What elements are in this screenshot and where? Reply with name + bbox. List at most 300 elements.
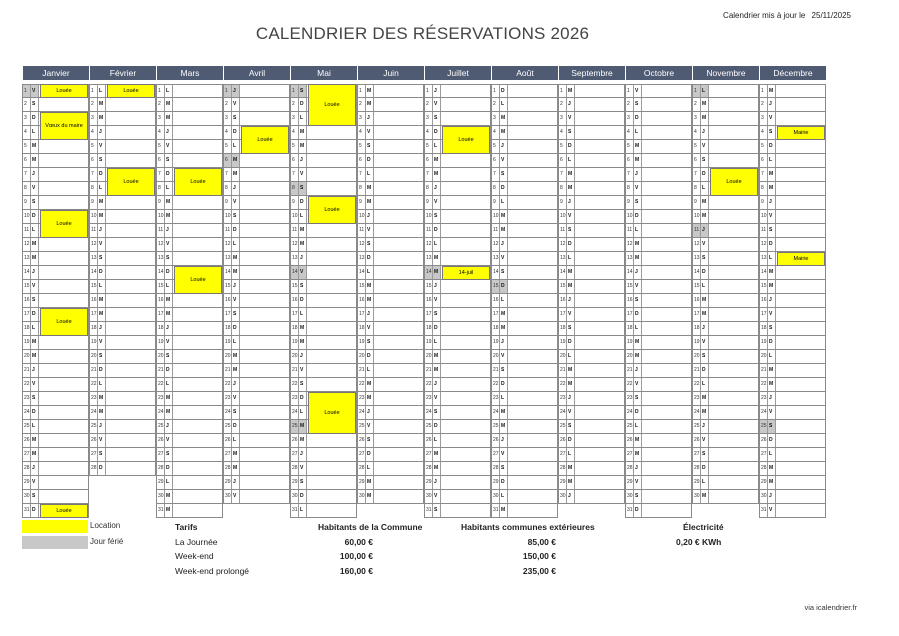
day-cell[interactable]: [692, 420, 759, 434]
day-cell[interactable]: [357, 308, 424, 322]
day-cell[interactable]: [692, 294, 759, 308]
day-cell[interactable]: [357, 364, 424, 378]
day-cell[interactable]: [290, 238, 357, 252]
day-cell[interactable]: [290, 294, 357, 308]
day-cell[interactable]: [156, 196, 223, 210]
day-cell[interactable]: [692, 462, 759, 476]
day-cell[interactable]: [156, 504, 223, 518]
day-cell[interactable]: [759, 154, 826, 168]
reservation-label[interactable]: Louée: [40, 308, 88, 336]
day-cell[interactable]: [357, 210, 424, 224]
day-cell[interactable]: [223, 280, 290, 294]
day-cell[interactable]: [692, 406, 759, 420]
day-cell[interactable]: [357, 252, 424, 266]
day-cell[interactable]: [22, 196, 89, 210]
day-cell[interactable]: [89, 140, 156, 154]
day-cell[interactable]: [223, 406, 290, 420]
day-cell[interactable]: [625, 434, 692, 448]
day-cell[interactable]: [290, 252, 357, 266]
day-cell[interactable]: [223, 98, 290, 112]
day-cell[interactable]: [625, 336, 692, 350]
day-cell[interactable]: [491, 504, 558, 518]
day-cell[interactable]: [156, 238, 223, 252]
day-cell[interactable]: [759, 84, 826, 98]
day-cell[interactable]: [357, 322, 424, 336]
day-cell[interactable]: [424, 112, 491, 126]
day-cell[interactable]: [156, 140, 223, 154]
day-cell[interactable]: [357, 98, 424, 112]
day-cell[interactable]: [290, 322, 357, 336]
day-cell[interactable]: [692, 154, 759, 168]
day-cell[interactable]: [759, 322, 826, 336]
day-cell[interactable]: [558, 308, 625, 322]
day-cell[interactable]: [156, 126, 223, 140]
day-cell[interactable]: [625, 196, 692, 210]
day-cell[interactable]: [290, 140, 357, 154]
day-cell[interactable]: [491, 462, 558, 476]
day-cell[interactable]: [625, 224, 692, 238]
day-cell[interactable]: [290, 280, 357, 294]
reservation-label[interactable]: Louée: [40, 210, 88, 238]
reservation-label[interactable]: Louée: [308, 84, 356, 126]
day-cell[interactable]: [156, 462, 223, 476]
day-cell[interactable]: [357, 378, 424, 392]
day-cell[interactable]: [156, 112, 223, 126]
day-cell[interactable]: [424, 462, 491, 476]
day-cell[interactable]: [290, 168, 357, 182]
day-cell[interactable]: [692, 112, 759, 126]
day-cell[interactable]: [424, 392, 491, 406]
day-cell[interactable]: [357, 448, 424, 462]
day-cell[interactable]: [759, 182, 826, 196]
day-cell[interactable]: [558, 406, 625, 420]
day-cell[interactable]: [424, 378, 491, 392]
day-cell[interactable]: [491, 364, 558, 378]
day-cell[interactable]: [491, 420, 558, 434]
day-cell[interactable]: [692, 210, 759, 224]
day-cell[interactable]: [759, 378, 826, 392]
day-cell[interactable]: [223, 154, 290, 168]
day-cell[interactable]: [424, 196, 491, 210]
day-cell[interactable]: [156, 476, 223, 490]
day-cell[interactable]: [692, 350, 759, 364]
day-cell[interactable]: [357, 140, 424, 154]
day-cell[interactable]: [625, 266, 692, 280]
day-cell[interactable]: [223, 224, 290, 238]
day-cell[interactable]: [625, 322, 692, 336]
day-cell[interactable]: [692, 336, 759, 350]
day-cell[interactable]: [22, 392, 89, 406]
day-cell[interactable]: [156, 378, 223, 392]
day-cell[interactable]: [290, 224, 357, 238]
day-cell[interactable]: [558, 266, 625, 280]
day-cell[interactable]: [759, 280, 826, 294]
day-cell[interactable]: [625, 168, 692, 182]
day-cell[interactable]: [223, 112, 290, 126]
day-cell[interactable]: [290, 182, 357, 196]
day-cell[interactable]: [625, 252, 692, 266]
day-cell[interactable]: [491, 490, 558, 504]
day-cell[interactable]: [491, 378, 558, 392]
day-cell[interactable]: [22, 350, 89, 364]
day-cell[interactable]: [156, 420, 223, 434]
day-cell[interactable]: [290, 308, 357, 322]
day-cell[interactable]: [424, 238, 491, 252]
day-cell[interactable]: [424, 168, 491, 182]
day-cell[interactable]: [290, 126, 357, 140]
day-cell[interactable]: [223, 476, 290, 490]
day-cell[interactable]: [89, 350, 156, 364]
day-cell[interactable]: [558, 350, 625, 364]
day-cell[interactable]: [290, 490, 357, 504]
day-cell[interactable]: [22, 140, 89, 154]
day-cell[interactable]: [759, 364, 826, 378]
day-cell[interactable]: [89, 98, 156, 112]
day-cell[interactable]: [156, 350, 223, 364]
day-cell[interactable]: [759, 98, 826, 112]
day-cell[interactable]: [89, 308, 156, 322]
day-cell[interactable]: [290, 266, 357, 280]
day-cell[interactable]: [625, 84, 692, 98]
day-cell[interactable]: [89, 448, 156, 462]
day-cell[interactable]: [290, 448, 357, 462]
day-cell[interactable]: [692, 490, 759, 504]
day-cell[interactable]: [357, 434, 424, 448]
day-cell[interactable]: [156, 308, 223, 322]
day-cell[interactable]: [223, 196, 290, 210]
day-cell[interactable]: [22, 280, 89, 294]
day-cell[interactable]: [357, 238, 424, 252]
day-cell[interactable]: [22, 266, 89, 280]
day-cell[interactable]: [89, 420, 156, 434]
day-cell[interactable]: [290, 154, 357, 168]
day-cell[interactable]: [290, 476, 357, 490]
day-cell[interactable]: [424, 252, 491, 266]
day-cell[interactable]: [22, 378, 89, 392]
day-cell[interactable]: [491, 154, 558, 168]
day-cell[interactable]: [558, 336, 625, 350]
day-cell[interactable]: [759, 434, 826, 448]
reservation-label[interactable]: Louée: [107, 168, 155, 196]
day-cell[interactable]: [156, 210, 223, 224]
reservation-label[interactable]: Louée: [107, 84, 155, 98]
day-cell[interactable]: [223, 350, 290, 364]
day-cell[interactable]: [759, 294, 826, 308]
day-cell[interactable]: [491, 84, 558, 98]
day-cell[interactable]: [491, 210, 558, 224]
day-cell[interactable]: [558, 420, 625, 434]
day-cell[interactable]: [558, 448, 625, 462]
day-cell[interactable]: [89, 210, 156, 224]
day-cell[interactable]: [625, 182, 692, 196]
day-cell[interactable]: [692, 238, 759, 252]
day-cell[interactable]: [759, 448, 826, 462]
day-cell[interactable]: [357, 294, 424, 308]
day-cell[interactable]: [692, 98, 759, 112]
day-cell[interactable]: [223, 434, 290, 448]
day-cell[interactable]: [558, 210, 625, 224]
reservation-label[interactable]: Louée: [442, 126, 490, 154]
day-cell[interactable]: [89, 196, 156, 210]
day-cell[interactable]: [625, 126, 692, 140]
day-cell[interactable]: [625, 378, 692, 392]
day-cell[interactable]: [223, 168, 290, 182]
day-cell[interactable]: [357, 126, 424, 140]
day-cell[interactable]: [424, 350, 491, 364]
day-cell[interactable]: [156, 364, 223, 378]
reservation-label[interactable]: Louée: [308, 196, 356, 224]
day-cell[interactable]: [156, 252, 223, 266]
day-cell[interactable]: [223, 490, 290, 504]
day-cell[interactable]: [558, 154, 625, 168]
day-cell[interactable]: [759, 196, 826, 210]
day-cell[interactable]: [89, 112, 156, 126]
day-cell[interactable]: [22, 434, 89, 448]
day-cell[interactable]: [22, 294, 89, 308]
day-cell[interactable]: [692, 378, 759, 392]
day-cell[interactable]: [491, 308, 558, 322]
day-cell[interactable]: [424, 504, 491, 518]
day-cell[interactable]: [558, 322, 625, 336]
day-cell[interactable]: [625, 476, 692, 490]
day-cell[interactable]: [692, 322, 759, 336]
day-cell[interactable]: [491, 112, 558, 126]
day-cell[interactable]: [89, 280, 156, 294]
day-cell[interactable]: [625, 448, 692, 462]
day-cell[interactable]: [759, 336, 826, 350]
day-cell[interactable]: [156, 490, 223, 504]
day-cell[interactable]: [22, 238, 89, 252]
day-cell[interactable]: [759, 308, 826, 322]
day-cell[interactable]: [89, 224, 156, 238]
day-cell[interactable]: [558, 168, 625, 182]
day-cell[interactable]: [558, 252, 625, 266]
day-cell[interactable]: [759, 140, 826, 154]
day-cell[interactable]: [759, 420, 826, 434]
day-cell[interactable]: [759, 266, 826, 280]
day-cell[interactable]: [558, 378, 625, 392]
day-cell[interactable]: [424, 98, 491, 112]
day-cell[interactable]: [357, 406, 424, 420]
day-cell[interactable]: [22, 98, 89, 112]
day-cell[interactable]: [223, 364, 290, 378]
day-cell[interactable]: [424, 322, 491, 336]
day-cell[interactable]: [156, 336, 223, 350]
day-cell[interactable]: [290, 504, 357, 518]
day-cell[interactable]: [357, 336, 424, 350]
day-cell[interactable]: [223, 462, 290, 476]
day-cell[interactable]: [625, 462, 692, 476]
day-cell[interactable]: [357, 420, 424, 434]
day-cell[interactable]: [759, 112, 826, 126]
day-cell[interactable]: [558, 280, 625, 294]
day-cell[interactable]: [558, 140, 625, 154]
day-cell[interactable]: [692, 252, 759, 266]
day-cell[interactable]: [22, 154, 89, 168]
day-cell[interactable]: [424, 182, 491, 196]
day-cell[interactable]: [22, 490, 89, 504]
day-cell[interactable]: [759, 406, 826, 420]
day-cell[interactable]: [89, 336, 156, 350]
day-cell[interactable]: [692, 364, 759, 378]
day-cell[interactable]: [558, 98, 625, 112]
day-cell[interactable]: [491, 350, 558, 364]
day-cell[interactable]: [223, 238, 290, 252]
reservation-label[interactable]: Louée: [710, 168, 758, 196]
day-cell[interactable]: [357, 84, 424, 98]
day-cell[interactable]: [223, 392, 290, 406]
day-cell[interactable]: [22, 336, 89, 350]
day-cell[interactable]: [759, 476, 826, 490]
day-cell[interactable]: [558, 434, 625, 448]
day-cell[interactable]: [759, 504, 826, 518]
day-cell[interactable]: [625, 210, 692, 224]
day-cell[interactable]: [22, 168, 89, 182]
day-cell[interactable]: [22, 182, 89, 196]
day-cell[interactable]: [491, 224, 558, 238]
day-cell[interactable]: [625, 140, 692, 154]
day-cell[interactable]: [156, 98, 223, 112]
day-cell[interactable]: [424, 364, 491, 378]
day-cell[interactable]: [22, 252, 89, 266]
day-cell[interactable]: [89, 238, 156, 252]
day-cell[interactable]: [692, 392, 759, 406]
day-cell[interactable]: [89, 322, 156, 336]
day-cell[interactable]: [424, 294, 491, 308]
day-cell[interactable]: [625, 112, 692, 126]
reservation-label[interactable]: Vœux du maire: [40, 112, 88, 140]
day-cell[interactable]: [89, 364, 156, 378]
day-cell[interactable]: [223, 294, 290, 308]
day-cell[interactable]: [424, 154, 491, 168]
day-cell[interactable]: [424, 224, 491, 238]
reservation-label[interactable]: Mairie: [777, 126, 825, 140]
day-cell[interactable]: [89, 378, 156, 392]
day-cell[interactable]: [89, 406, 156, 420]
day-cell[interactable]: [558, 182, 625, 196]
day-cell[interactable]: [625, 98, 692, 112]
day-cell[interactable]: [424, 476, 491, 490]
day-cell[interactable]: [89, 434, 156, 448]
reservation-label[interactable]: Louée: [40, 84, 88, 98]
day-cell[interactable]: [290, 378, 357, 392]
day-cell[interactable]: [424, 210, 491, 224]
day-cell[interactable]: [424, 84, 491, 98]
day-cell[interactable]: [558, 294, 625, 308]
day-cell[interactable]: [223, 210, 290, 224]
day-cell[interactable]: [558, 112, 625, 126]
day-cell[interactable]: [424, 448, 491, 462]
day-cell[interactable]: [491, 140, 558, 154]
day-cell[interactable]: [223, 448, 290, 462]
day-cell[interactable]: [558, 224, 625, 238]
day-cell[interactable]: [223, 266, 290, 280]
day-cell[interactable]: [491, 434, 558, 448]
day-cell[interactable]: [357, 280, 424, 294]
day-cell[interactable]: [558, 462, 625, 476]
day-cell[interactable]: [223, 84, 290, 98]
day-cell[interactable]: [692, 196, 759, 210]
day-cell[interactable]: [223, 336, 290, 350]
day-cell[interactable]: [558, 392, 625, 406]
day-cell[interactable]: [89, 266, 156, 280]
day-cell[interactable]: [89, 462, 156, 476]
day-cell[interactable]: [558, 238, 625, 252]
day-cell[interactable]: [491, 238, 558, 252]
day-cell[interactable]: [491, 280, 558, 294]
day-cell[interactable]: [223, 420, 290, 434]
day-cell[interactable]: [625, 238, 692, 252]
reservation-label[interactable]: Louée: [174, 168, 222, 196]
day-cell[interactable]: [558, 196, 625, 210]
reservation-label[interactable]: Louée: [241, 126, 289, 154]
day-cell[interactable]: [491, 168, 558, 182]
day-cell[interactable]: [491, 322, 558, 336]
day-cell[interactable]: [156, 224, 223, 238]
day-cell[interactable]: [558, 126, 625, 140]
day-cell[interactable]: [357, 392, 424, 406]
day-cell[interactable]: [759, 238, 826, 252]
day-cell[interactable]: [759, 462, 826, 476]
day-cell[interactable]: [692, 224, 759, 238]
day-cell[interactable]: [290, 462, 357, 476]
day-cell[interactable]: [491, 252, 558, 266]
day-cell[interactable]: [357, 350, 424, 364]
day-cell[interactable]: [156, 434, 223, 448]
day-cell[interactable]: [424, 406, 491, 420]
reservation-label[interactable]: Mairie: [777, 252, 825, 266]
day-cell[interactable]: [625, 154, 692, 168]
day-cell[interactable]: [89, 392, 156, 406]
day-cell[interactable]: [223, 308, 290, 322]
day-cell[interactable]: [357, 196, 424, 210]
day-cell[interactable]: [625, 392, 692, 406]
day-cell[interactable]: [156, 392, 223, 406]
reservation-label[interactable]: Louée: [174, 266, 222, 294]
day-cell[interactable]: [357, 154, 424, 168]
day-cell[interactable]: [491, 182, 558, 196]
day-cell[interactable]: [692, 126, 759, 140]
day-cell[interactable]: [759, 350, 826, 364]
day-cell[interactable]: [424, 490, 491, 504]
day-cell[interactable]: [223, 378, 290, 392]
day-cell[interactable]: [692, 434, 759, 448]
day-cell[interactable]: [491, 448, 558, 462]
day-cell[interactable]: [625, 406, 692, 420]
day-cell[interactable]: [759, 168, 826, 182]
day-cell[interactable]: [692, 140, 759, 154]
day-cell[interactable]: [491, 294, 558, 308]
day-cell[interactable]: [625, 294, 692, 308]
day-cell[interactable]: [290, 364, 357, 378]
day-cell[interactable]: [223, 252, 290, 266]
day-cell[interactable]: [692, 308, 759, 322]
day-cell[interactable]: [357, 476, 424, 490]
day-cell[interactable]: [759, 490, 826, 504]
day-cell[interactable]: [424, 280, 491, 294]
day-cell[interactable]: [156, 294, 223, 308]
day-cell[interactable]: [558, 476, 625, 490]
day-cell[interactable]: [759, 224, 826, 238]
day-cell[interactable]: [22, 406, 89, 420]
day-cell[interactable]: [424, 336, 491, 350]
day-cell[interactable]: [558, 364, 625, 378]
day-cell[interactable]: [290, 336, 357, 350]
day-cell[interactable]: [692, 280, 759, 294]
day-cell[interactable]: [89, 294, 156, 308]
day-cell[interactable]: [491, 126, 558, 140]
day-cell[interactable]: [491, 98, 558, 112]
